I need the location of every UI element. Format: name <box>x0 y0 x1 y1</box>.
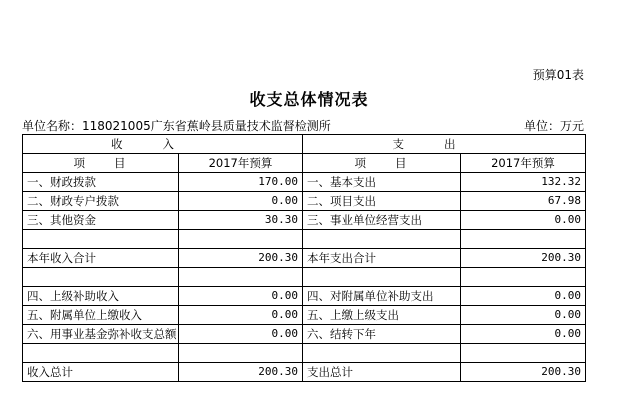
expense-item-cell: 六、结转下年 <box>303 325 461 344</box>
income-item-header: 项 目 <box>23 154 179 173</box>
expense-item-cell: 本年支出合计 <box>303 249 461 268</box>
expense-value-cell: 200.30 <box>461 363 586 382</box>
income-item-cell <box>23 230 179 249</box>
table-row <box>23 230 586 249</box>
table-body <box>23 135 586 382</box>
income-value-cell <box>179 344 303 363</box>
table-row <box>23 173 586 192</box>
income-item-cell: 六、用事业基金弥补收支总额 <box>23 325 179 344</box>
income-value-cell: 0.00 <box>179 325 303 344</box>
income-value-cell: 30.30 <box>179 211 303 230</box>
expense-item-cell: 支出总计 <box>303 363 461 382</box>
page-title: 收支总体情况表 <box>249 90 369 109</box>
expense-value-cell: 67.98 <box>461 192 586 211</box>
income-item-cell: 五、附属单位上缴收入 <box>23 306 179 325</box>
income-item-cell <box>23 344 179 363</box>
expense-value-cell: 0.00 <box>461 325 586 344</box>
budget-summary-table <box>22 134 586 382</box>
table-row <box>23 306 586 325</box>
table-row <box>23 192 586 211</box>
table-row <box>23 211 586 230</box>
income-section-header: 收入 <box>23 135 303 154</box>
expense-item-cell: 一、基本支出 <box>303 173 461 192</box>
expense-value-cell: 200.30 <box>461 249 586 268</box>
income-value-cell <box>179 268 303 287</box>
unit-name: 单位名称：118021005广东省蕉岭县质量技术监督检测所 <box>22 119 331 133</box>
expense-item-cell: 四、对附属单位补助支出 <box>303 287 461 306</box>
expense-value-cell: 0.00 <box>461 211 586 230</box>
expense-item-cell <box>303 268 461 287</box>
expense-value-cell: 132.32 <box>461 173 586 192</box>
income-value-cell: 0.00 <box>179 306 303 325</box>
expense-item-cell <box>303 344 461 363</box>
income-item-cell: 二、财政专户拨款 <box>23 192 179 211</box>
table-row <box>23 249 586 268</box>
income-item-cell: 本年收入合计 <box>23 249 179 268</box>
income-value-cell <box>179 230 303 249</box>
expense-value-cell <box>461 268 586 287</box>
expense-section-header: 支出 <box>303 135 586 154</box>
income-item-cell <box>23 268 179 287</box>
table-row <box>23 363 586 382</box>
income-item-cell: 一、财政拨款 <box>23 173 179 192</box>
expense-value-cell <box>461 230 586 249</box>
expense-item-cell: 五、上缴上级支出 <box>303 306 461 325</box>
income-item-cell: 三、其他资金 <box>23 211 179 230</box>
income-value-cell: 0.00 <box>179 287 303 306</box>
expense-value-cell: 0.00 <box>461 287 586 306</box>
expense-item-header: 项 目 <box>303 154 461 173</box>
income-item-cell: 收入总计 <box>23 363 179 382</box>
expense-value-cell <box>461 344 586 363</box>
form-number: 预算01表 <box>532 68 584 82</box>
income-value-cell: 200.30 <box>179 249 303 268</box>
expense-item-cell: 二、项目支出 <box>303 192 461 211</box>
expense-value-cell: 0.00 <box>461 306 586 325</box>
unit-measure: 单位：万元 <box>523 119 584 133</box>
expense-item-cell: 三、事业单位经营支出 <box>303 211 461 230</box>
income-value-cell: 0.00 <box>179 192 303 211</box>
table-row <box>23 268 586 287</box>
table-row <box>23 287 586 306</box>
column-header-row <box>23 154 586 173</box>
income-value-cell: 200.30 <box>179 363 303 382</box>
income-item-cell: 四、上级补助收入 <box>23 287 179 306</box>
section-header-row <box>23 135 586 154</box>
income-value-cell: 170.00 <box>179 173 303 192</box>
table-row <box>23 325 586 344</box>
expense-item-cell <box>303 230 461 249</box>
table-row <box>23 344 586 363</box>
income-budget-header: 2017年预算 <box>179 154 303 173</box>
expense-budget-header: 2017年预算 <box>461 154 586 173</box>
